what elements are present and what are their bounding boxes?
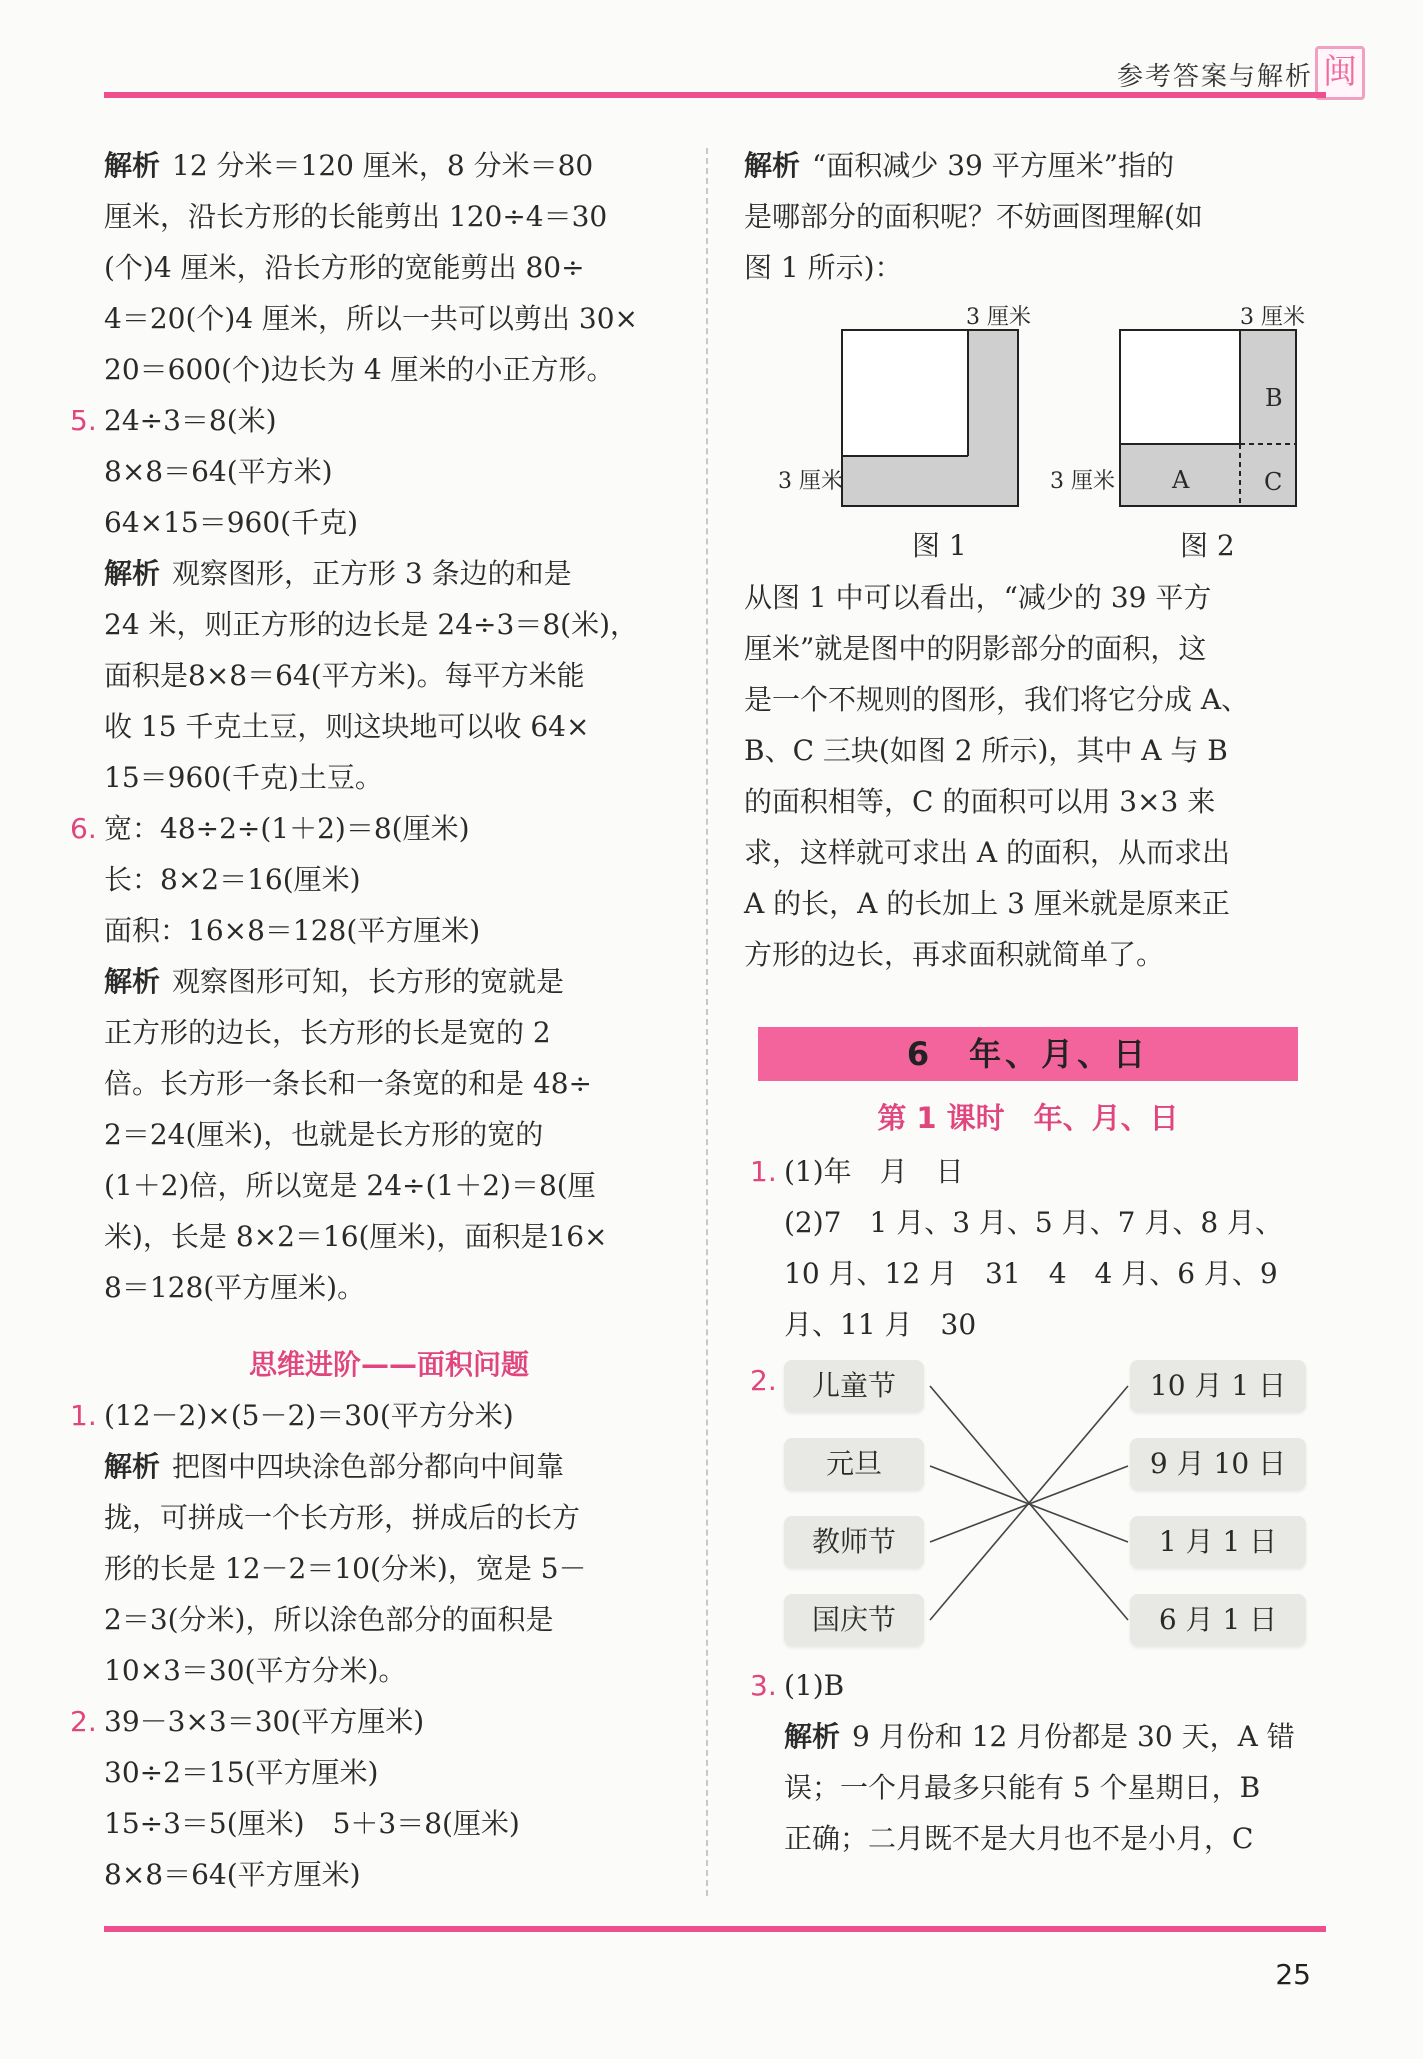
- answer-text: 观察图形，正方形 3 条边的和是: [172, 557, 572, 590]
- text-line: [104, 1543, 674, 1594]
- figure-explanation: [744, 572, 1324, 980]
- question-2-number: 2.: [750, 1364, 777, 1397]
- match-holiday-box[interactable]: 教师节: [784, 1516, 924, 1568]
- answer-text: 64×15＝960(千克): [104, 506, 359, 539]
- answer-text: 15＝960(千克)土豆。: [104, 761, 383, 794]
- text-line: [104, 242, 674, 293]
- text-line: [104, 293, 674, 344]
- page-number: 25: [1275, 1958, 1311, 1991]
- text-line: [104, 497, 674, 548]
- analysis-label: 解析: [104, 1450, 161, 1483]
- answer-text: “面积减少 39 平方厘米”指的: [812, 149, 1175, 182]
- text-line: [70, 1696, 674, 1747]
- fig2-region-c: C: [1264, 468, 1283, 496]
- text-line: [104, 1058, 674, 1109]
- answer-text: 观察图形可知，长方形的宽就是: [172, 965, 565, 998]
- question-3-block: [750, 1660, 1324, 1864]
- match-holiday-box[interactable]: 国庆节: [784, 1594, 924, 1646]
- question-number: 2.: [70, 1705, 97, 1738]
- text-line: [104, 956, 674, 1007]
- answer-text: 24÷3＝8(米): [104, 404, 277, 437]
- answer-text: 10×3＝30(平方分米)。: [104, 1654, 407, 1687]
- answer-text: 误；一个月最多只能有 5 个星期日，B: [784, 1771, 1261, 1804]
- region-badge: 闽: [1315, 46, 1365, 100]
- explanation-line: 求，这样就可求出 A 的面积，从而求出: [744, 836, 1231, 869]
- fig2-region-a: A: [1172, 466, 1190, 494]
- text-line: [104, 650, 674, 701]
- explanation-line: A 的长，A 的长加上 3 厘米就是原来正: [744, 887, 1230, 920]
- text-line: [104, 752, 674, 803]
- explanation-line: B、C 三块(如图 2 所示)，其中 A 与 B: [744, 734, 1228, 767]
- text-line: [744, 242, 1324, 293]
- answer-text: 把图中四块涂色部分都向中间靠: [172, 1450, 565, 1483]
- answer-text: (2)7 1 月、3 月、5 月、7 月、8 月、: [784, 1206, 1284, 1239]
- explanation-line: 从图 1 中可以看出，“减少的 39 平方: [744, 581, 1212, 614]
- match-date-box[interactable]: 10 月 1 日: [1130, 1360, 1306, 1412]
- answer-text: 面积：16×8＝128(平方厘米): [104, 914, 481, 947]
- question-1-block: [750, 1146, 1324, 1350]
- answer-text: 长：8×2＝16(厘米): [104, 863, 361, 896]
- answer-text: 10 月、12 月 31 4 4 月、6 月、9: [784, 1257, 1278, 1290]
- question-number: 1.: [750, 1155, 777, 1188]
- text-line: [104, 1262, 674, 1313]
- text-line: [104, 1160, 674, 1211]
- text-line: [784, 1197, 1324, 1248]
- text-line: [750, 1146, 1324, 1197]
- answer-text: (个)4 厘米，沿长方形的宽能剪出 80÷: [104, 251, 585, 284]
- text-line: [104, 905, 674, 956]
- question-number: 5.: [70, 404, 97, 437]
- text-line: [104, 1211, 674, 1262]
- column-divider: [706, 148, 708, 1896]
- match-holiday-box[interactable]: 儿童节: [784, 1360, 924, 1412]
- text-line: [70, 395, 674, 446]
- text-line: [104, 1007, 674, 1058]
- text-line: [104, 548, 674, 599]
- answer-text: 15÷3＝5(厘米) 5＋3＝8(厘米): [104, 1807, 520, 1840]
- text-line: [784, 1813, 1324, 1864]
- analysis-label: 解析: [104, 965, 161, 998]
- text-line: [744, 191, 1324, 242]
- text-line: [750, 1660, 1324, 1711]
- figure-2: [1118, 328, 1318, 528]
- answer-text: 形的长是 12－2＝10(分米)，宽是 5－: [104, 1552, 587, 1585]
- text-line: [784, 1299, 1324, 1350]
- question-number: 3.: [750, 1669, 777, 1702]
- match-date-box[interactable]: 9 月 10 日: [1130, 1438, 1306, 1490]
- matching-lines: [928, 1370, 1138, 1640]
- text-line: [104, 446, 674, 497]
- answer-text: 39－3×3＝30(平方厘米): [104, 1705, 425, 1738]
- answer-text: 米)，长是 8×2＝16(厘米)，面积是16×: [104, 1220, 608, 1253]
- fig2-label-left: 3 厘米: [1050, 469, 1115, 494]
- answer-text: 30÷2＝15(平方厘米): [104, 1756, 379, 1789]
- answer-text: 4＝20(个)4 厘米，所以一共可以剪出 30×: [104, 302, 638, 335]
- fig2-caption: 图 2: [1180, 529, 1235, 562]
- answer-text: 2＝24(厘米)，也就是长方形的宽的: [104, 1118, 544, 1151]
- text-line: [104, 140, 674, 191]
- answer-text: 倍。长方形一条长和一条宽的和是 48÷: [104, 1067, 592, 1100]
- text-line: [104, 191, 674, 242]
- answer-text: 是哪部分的面积呢？不妨画图理解(如: [744, 200, 1203, 233]
- answer-text: 厘米，沿长方形的长能剪出 120÷4＝30: [104, 200, 608, 233]
- text-line: [104, 1747, 674, 1798]
- match-date-box[interactable]: 1 月 1 日: [1130, 1516, 1306, 1568]
- answer-text: 9 月份和 12 月份都是 30 天，A 错: [852, 1720, 1295, 1753]
- left-column: [70, 140, 674, 1900]
- text-line: [70, 803, 674, 854]
- text-line: [784, 1248, 1324, 1299]
- answer-text: 正方形的边长，长方形的长是宽的 2: [104, 1016, 551, 1049]
- text-line: [104, 1109, 674, 1160]
- text-line: [104, 599, 674, 650]
- fig2-region-b: B: [1265, 384, 1283, 412]
- text-line: [104, 1492, 674, 1543]
- answer-text: 20＝600(个)边长为 4 厘米的小正方形。: [104, 353, 615, 386]
- header-rule: [104, 92, 1326, 98]
- answer-text: 24 米，则正方形的边长是 24÷3＝8(米)，: [104, 608, 638, 641]
- left-answers-block: [70, 140, 674, 1313]
- analysis-label: 解析: [104, 149, 161, 182]
- right-intro-block: [744, 140, 1324, 293]
- answer-text: 宽：48÷2÷(1＋2)＝8(厘米): [104, 812, 470, 845]
- text-line: [104, 1594, 674, 1645]
- analysis-label: 解析: [744, 149, 801, 182]
- answer-text: 收 15 千克土豆，则这块地可以收 64×: [104, 710, 590, 743]
- answer-text: 12 分米＝120 厘米，8 分米＝80: [172, 149, 594, 182]
- explanation-line: 的面积相等，C 的面积可以用 3×3 来: [744, 785, 1216, 818]
- answer-text: 正确；二月既不是大月也不是小月，C: [784, 1822, 1254, 1855]
- answer-text: (12－2)×(5－2)＝30(平方分米): [104, 1399, 514, 1432]
- analysis-label: 解析: [784, 1720, 841, 1753]
- answer-text: 拢，可拼成一个长方形，拼成后的长方: [104, 1501, 581, 1534]
- analysis-label: 解析: [104, 557, 161, 590]
- answer-text: 月、11 月 30: [784, 1308, 977, 1341]
- text-line: [784, 1762, 1324, 1813]
- match-date-box[interactable]: 6 月 1 日: [1130, 1594, 1306, 1646]
- text-line: [104, 854, 674, 905]
- text-line: [104, 344, 674, 395]
- lesson-title: 第 1 课时 年、月、日: [877, 1101, 1179, 1135]
- chapter-title: 6 年、月、日: [758, 1027, 1298, 1081]
- section-title: 思维进阶——面积问题: [248, 1348, 529, 1381]
- header-title: 参考答案与解析: [1116, 62, 1313, 92]
- footer-rule: [104, 1926, 1326, 1932]
- text-line: [70, 1390, 674, 1441]
- explanation-line: 厘米”就是图中的阴影部分的面积，这: [744, 632, 1207, 665]
- text-line: [104, 1849, 674, 1900]
- figure-1: [840, 328, 1040, 528]
- answer-text: 8＝128(平方厘米)。: [104, 1271, 366, 1304]
- answer-text: 8×8＝64(平方米): [104, 455, 333, 488]
- answer-text: 面积是8×8＝64(平方米)。每平方米能: [104, 659, 585, 692]
- answer-text: (1＋2)倍，所以宽是 24÷(1＋2)＝8(厘: [104, 1169, 596, 1202]
- text-line: [744, 140, 1324, 191]
- question-number: 6.: [70, 812, 97, 845]
- explanation-line: 是一个不规则的图形，我们将它分成 A、: [744, 683, 1250, 716]
- right-column: [744, 140, 1324, 293]
- text-line: [104, 1798, 674, 1849]
- fig1-caption: 图 1: [912, 529, 967, 562]
- left-answers-block-2: [70, 1390, 674, 1900]
- match-holiday-box[interactable]: 元旦: [784, 1438, 924, 1490]
- answer-text: (1)年 月 日: [784, 1155, 964, 1188]
- text-line: [104, 1645, 674, 1696]
- text-line: [104, 701, 674, 752]
- answer-text: (1)B: [784, 1669, 845, 1702]
- answer-text: 图 1 所示)：: [744, 251, 903, 284]
- fig2-label-top: 3 厘米: [1240, 305, 1305, 330]
- text-line: [104, 1441, 674, 1492]
- answer-text: 8×8＝64(平方厘米): [104, 1858, 361, 1891]
- answer-text: 2＝3(分米)，所以涂色部分的面积是: [104, 1603, 554, 1636]
- explanation-line: 方形的边长，再求面积就简单了。: [744, 938, 1165, 971]
- fig1-label-left: 3 厘米: [778, 469, 843, 494]
- fig1-label-top: 3 厘米: [966, 305, 1031, 330]
- question-number: 1.: [70, 1399, 97, 1432]
- text-line: [784, 1711, 1324, 1762]
